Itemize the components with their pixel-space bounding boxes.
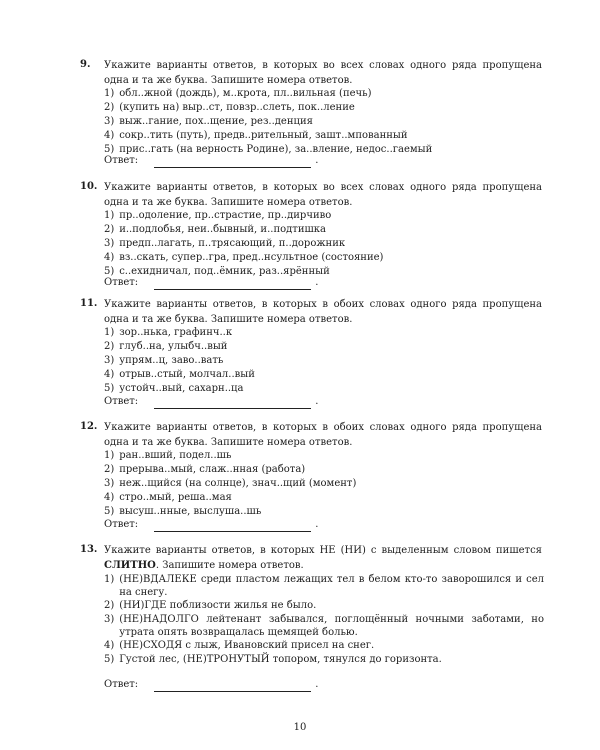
option: 1) зор..нька, графинч..к (104, 327, 233, 338)
options-list (104, 326, 544, 396)
option: 1) пр..одоление, пр..страстие, пр..дирчиво (104, 210, 332, 221)
option: 2) глуб..на, улыбч..вый (104, 341, 228, 352)
task-number: 10. (80, 181, 98, 192)
answer-line: Ответ: . (104, 519, 319, 530)
option: 3) упрям..ц, заво..вать (104, 355, 224, 366)
option: 2) прерыва..мый, слаж..нная (работа) (104, 464, 306, 475)
task-prompt: Укажите варианты ответов, в которых во всех словах одного ряда пропущена одна и та же буква. Запишите номера ответов. (104, 182, 542, 208)
option: 3) неж..щийся (на солнце), знач..щий (момент) (104, 478, 357, 489)
answer-label: Ответ: (104, 519, 139, 530)
option: 2) и..подлобья, неи..бывный, и..подтишка (104, 224, 326, 235)
option: 1) ран..вший, подел..шь (104, 450, 232, 461)
answer-label: Ответ: (104, 155, 139, 166)
option: 5) прис..гать (на верность Родине), за..вление, недос..гаемый (104, 144, 433, 155)
option: 5) высуш..нные, выслуша..шь (104, 506, 262, 517)
option: 5) Густой лес, (НЕ)ТРОНУТЫЙ топором, тянулся до горизонта. (104, 654, 442, 665)
task-number: 9. (80, 59, 91, 70)
answer-line: Ответ: . (104, 396, 319, 407)
option: 3) выж..гание, пох..щение, рез..денция (104, 116, 313, 127)
task-number: 11. (80, 298, 98, 309)
option: 1) (НЕ)ВДАЛЕКЕ среди пластом лежащих тел в белом кто-то заворошился и сел на снегу. (104, 574, 544, 598)
answer-field[interactable] (154, 521, 311, 532)
option: 4) сокр..тить (путь), предв..рительный, зашт..мпованный (104, 130, 408, 141)
option: 3) предп..лагать, п..трясающий, п..дорожник (104, 238, 346, 249)
options-list (104, 209, 544, 279)
option: 5) с..ехидничал, под..ёмник, раз..ярённый (104, 266, 330, 277)
answer-field[interactable] (154, 681, 311, 692)
answer-line: Ответ: . (104, 679, 319, 690)
task-prompt: Укажите варианты ответов, в которых в обоих словах одного ряда пропущена одна и та же буква. Запишите номера ответов. (104, 299, 542, 325)
options-list (104, 573, 544, 667)
task-prompt: Укажите варианты ответов, в которых в обоих словах одного ряда пропущена одна и та же буква. Запишите номера ответов. (104, 422, 542, 448)
option: 2) (купить на) выр..ст, повзр..слеть, пок..ление (104, 102, 355, 113)
option: 5) устойч..вый, сахарн..ца (104, 383, 244, 394)
answer-line: Ответ: . (104, 155, 319, 166)
answer-field[interactable] (154, 398, 311, 409)
answer-label: Ответ: (104, 679, 139, 690)
option: 4) (НЕ)СХОДЯ с лыж, Ивановский присел на снег. (104, 640, 375, 651)
option: 3) (НЕ)НАДОЛГО лейтенант забывался, поглощённый ночными заботами, но утрата опять возвращалась щемящей болью. (104, 614, 544, 638)
options-list (104, 87, 544, 157)
answer-field[interactable] (154, 157, 311, 168)
options-list (104, 449, 544, 519)
task-number: 13. (80, 544, 98, 555)
task-prompt: Укажите варианты ответов, в которых НЕ (НИ) с выделенным словом пишется СЛИТНО. Запишите номера ответов. (104, 545, 542, 571)
answer-label: Ответ: (104, 277, 139, 288)
answer-field[interactable] (154, 279, 311, 290)
option: 4) отрыв..стый, молчал..вый (104, 369, 255, 380)
option: 1) обл..жной (дождь), м..крота, пл..вильная (печь) (104, 88, 372, 99)
page-number: 10 (293, 722, 307, 733)
option: 2) (НИ)ГДЕ поблизости жилья не было. (104, 600, 317, 611)
task-prompt: Укажите варианты ответов, в которых во всех словах одного ряда пропущена одна и та же буква. Запишите номера ответов. (104, 60, 542, 86)
option: 4) вз..скать, супер..гра, пред..нсультное (состояние) (104, 252, 384, 263)
emphasis-word: СЛИТНО (104, 560, 156, 571)
option: 4) стро..мый, реша..мая (104, 492, 232, 503)
task-number: 12. (80, 421, 98, 432)
answer-label: Ответ: (104, 396, 139, 407)
answer-line: Ответ: . (104, 277, 319, 288)
